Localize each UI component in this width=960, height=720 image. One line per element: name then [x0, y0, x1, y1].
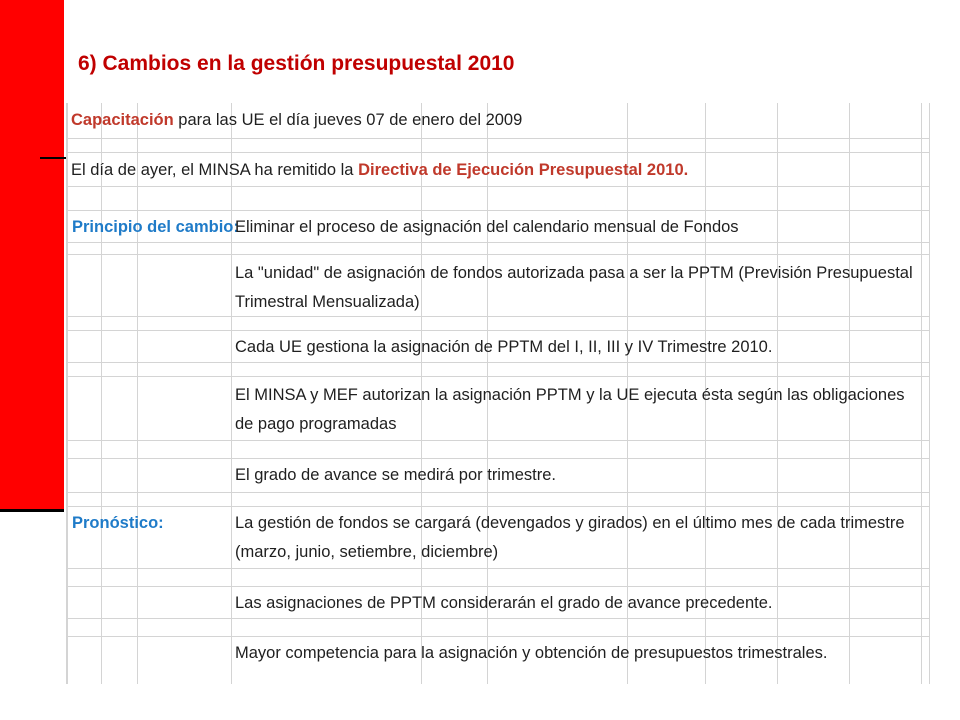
pronostico-item: La gestión de fondos se cargará (devengados y girados) en el último mes de cada trimestre (marzo, junio, setiembre, diciembre)	[235, 514, 905, 561]
pronostico-item: Mayor competencia para la asignación y obtención de presupuestos trimestrales.	[235, 644, 828, 662]
left-accent-bar	[0, 0, 64, 512]
directiva-prefix: El día de ayer, el MINSA ha remitido la	[71, 161, 359, 179]
sheet-row	[67, 211, 929, 243]
sheet-row	[67, 619, 929, 637]
capacitacion-text: para las UE el día jueves 07 de enero del 2009	[173, 111, 523, 129]
accent-tick	[40, 157, 68, 159]
sheet-row	[67, 331, 929, 363]
sheet-row	[67, 243, 929, 255]
sheet-row	[67, 493, 929, 507]
principio-item: El MINSA y MEF autorizan la asignación PPTM y la UE ejecuta ésta según las obligaciones de pago programadas	[235, 386, 905, 433]
principio-item: Cada UE gestiona la asignación de PPTM del I, II, III y IV Trimestre 2010.	[235, 338, 773, 356]
sheet-row	[67, 363, 929, 377]
sheet-row	[67, 459, 929, 493]
sheet-row	[67, 377, 929, 441]
capacitacion-line	[67, 106, 929, 135]
spreadsheet-image	[66, 103, 930, 684]
sheet-row	[67, 507, 929, 569]
pronostico-item: Las asignaciones de PPTM considerarán el grado de avance precedente.	[235, 594, 773, 612]
directiva-highlight: Directiva de Ejecución Presupuestal 2010.	[358, 161, 689, 179]
sheet-row	[67, 139, 929, 153]
capacitacion-highlight: Capacitación	[71, 111, 174, 129]
sheet-row	[67, 587, 929, 619]
sheet-row	[67, 255, 929, 317]
principio-label: Principio del cambio:	[72, 218, 239, 236]
principio-item: La "unidad" de asignación de fondos autorizada pasa a ser la PPTM (Previsión Presupuestal Trimestral Mensualizada)	[235, 264, 913, 311]
sheet-row	[67, 441, 929, 459]
sheet-row	[67, 103, 929, 139]
sheet-row	[67, 637, 929, 671]
principio-item: Eliminar el proceso de asignación del calendario mensual de Fondos	[235, 218, 739, 236]
principio-item: El grado de avance se medirá por trimestre.	[235, 466, 556, 484]
directiva-line	[67, 156, 929, 185]
pronostico-label: Pronóstico:	[72, 514, 164, 532]
sheet-row	[67, 187, 929, 211]
slide-title: 6) Cambios en la gestión presupuestal 2010	[78, 52, 515, 75]
sheet-row	[67, 317, 929, 331]
sheet-row	[67, 153, 929, 187]
sheet-row	[67, 569, 929, 587]
